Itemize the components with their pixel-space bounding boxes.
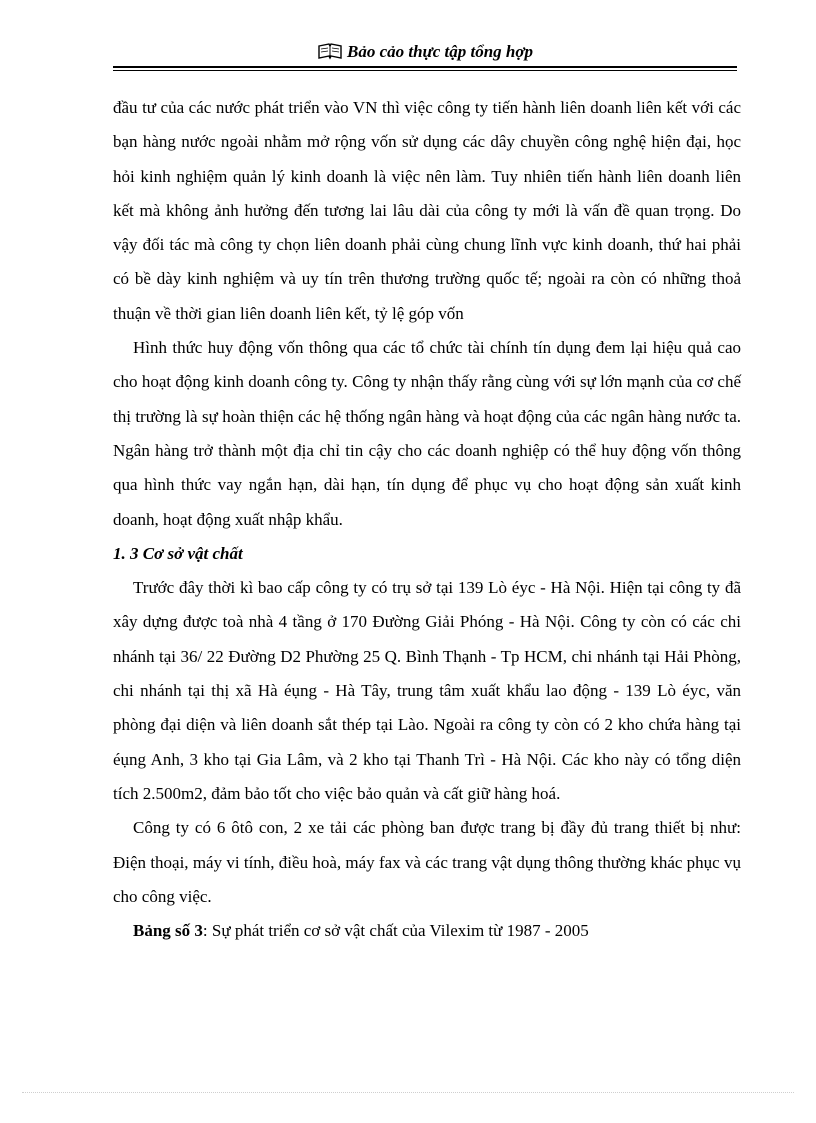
section-heading: 1. 3 Cơ sở vật chất bbox=[113, 543, 243, 563]
table-caption-label: Bảng số 3 bbox=[133, 921, 203, 941]
header-rule-thin bbox=[113, 70, 737, 71]
header-title-row bbox=[113, 42, 737, 62]
document-body bbox=[113, 91, 741, 948]
page-bottom-border bbox=[22, 1092, 794, 1093]
header-title: Bảo cảo thực tập tổng hợp bbox=[346, 42, 534, 61]
header-rule-thick bbox=[113, 66, 737, 68]
page-header bbox=[113, 38, 737, 72]
book-icon bbox=[317, 43, 343, 60]
paragraph-facilities: Trước đây thời kì bao cấp công ty có trụ sở tại 139 Lò éyc - Hà Nội. Hiện tại công ty đã xây dựng được toà nhà 4 tầng ở 170 Đường Giải Phóng - Hà Nội. Công ty còn có các chi nhánh tại 36/ 22 Đường D2 Phường 25 Q. Bình Thạnh - Tp HCM, chi nhánh tại Hải Phòng, chi nhánh tại thị xã Hà éụng - Hà Tây, trung tâm xuất khẩu lao động - 139 Lò éyc, văn phòng đại diện và liên doanh sắt thép tại Lào. Ngoài ra công ty còn có 2 kho chứa hàng tại éụng Anh, 3 kho tại Gia Lâm, và 2 kho tại Thanh Trì - Hà Nội. Các kho này có tổng diện tích 2.500m2, đảm bảo tốt cho việc bảo quản và cất giữ hàng hoá. bbox=[113, 578, 741, 803]
paragraph-investment: đầu tư của các nước phát triển vào VN thì việc công ty tiến hành liên doanh liên kết với các bạn hàng nước ngoài nhằm mở rộng vốn sử dụng các dây chuyền công nghệ hiện đại, học hỏi kinh nghiệm quản lý kinh doanh là việc nên làm. Tuy nhiên tiến hành liên doanh liên kết mà không ảnh hưởng đến tương lai lâu dài của công ty mới là vấn đề quan trọng. Do vậy đối tác mà công ty chọn liên doanh phải cùng chung lĩnh vực kinh doanh, thứ hai phải có bề dày kinh nghiệm và uy tín trên thương trường quốc tế; ngoài ra còn có những thoả thuận về thời gian liên doanh liên kết, tỷ lệ góp vốn bbox=[113, 98, 741, 323]
paragraph-credit: Hình thức huy động vốn thông qua các tổ chức tài chính tín dụng đem lại hiệu quả cao cho hoạt động kinh doanh công ty. Công ty nhận thấy rằng cùng với sự lớn mạnh của cơ chế thị trường là sự hoàn thiện các hệ thống ngân hàng và hoạt động của các ngân hàng nước ta. Ngân hàng trở thành một địa chỉ tin cậy cho các doanh nghiệp có thể huy động vốn thông qua hình thức vay ngắn hạn, dài hạn, tín dụng để phục vụ cho hoạt động sản xuất kinh doanh, hoạt động xuất nhập khẩu. bbox=[113, 338, 741, 529]
paragraph-equipment: Công ty có 6 ôtô con, 2 xe tải các phòng ban được trang bị đầy đủ trang thiết bị như: Điện thoại, máy vi tính, điều hoà, máy fax và các trang vật dụng thông thường khác phục vụ cho công việc. bbox=[113, 818, 741, 906]
table-caption-text: : Sự phát triển cơ sở vật chất của Vilexim từ 1987 - 2005 bbox=[202, 921, 589, 941]
table-caption bbox=[113, 914, 741, 948]
